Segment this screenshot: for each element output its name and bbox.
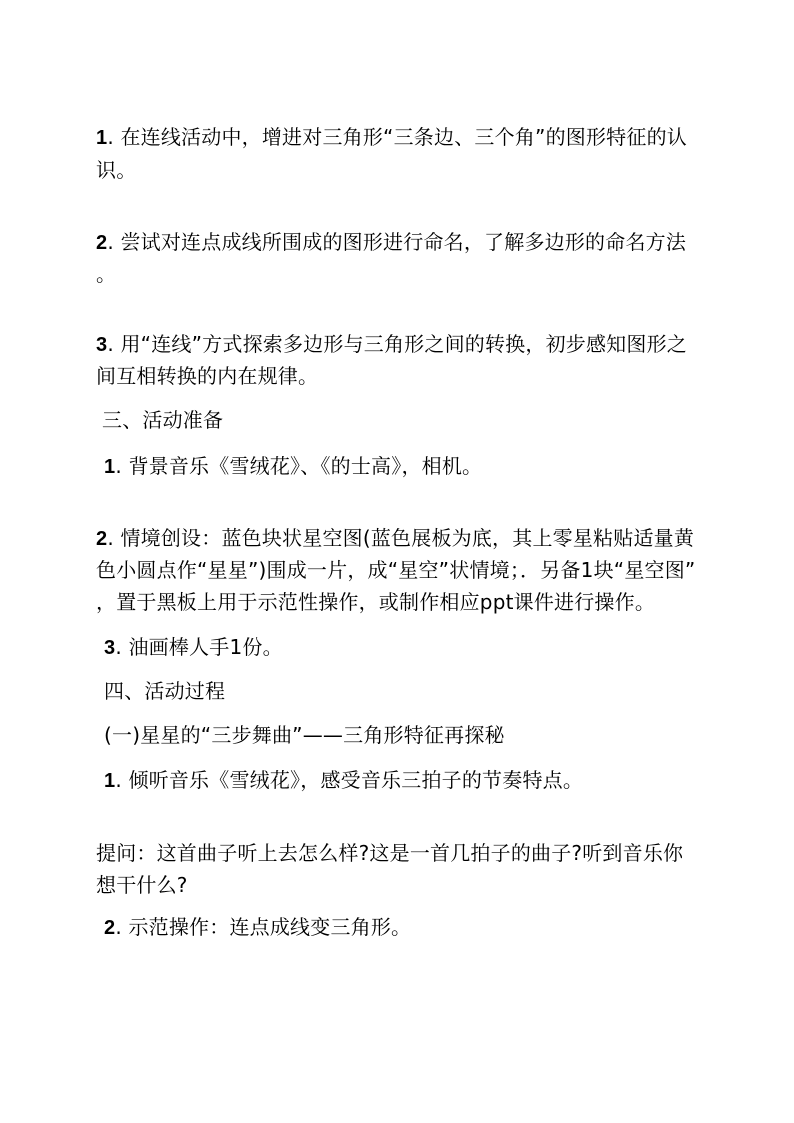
goal-2-number: 2 (96, 232, 108, 254)
prep-3-text: . 油画棒人手1份。 (115, 635, 283, 659)
goal-2-line-2: 。 (96, 262, 117, 286)
prep-3-number: 3 (104, 637, 116, 659)
goal-2-line-1 (96, 227, 686, 258)
prep-item-3 (104, 632, 283, 663)
prep-item-2-line-3: ，置于黑板上用于示范性操作，或制作相应ppt课件进行操作。 (96, 590, 656, 614)
prep-item-2-line-1 (96, 523, 694, 554)
prep-2-text: . 情境创设：蓝色块状星空图(蓝色展板为底，其上零星粘贴适量黄 (107, 526, 695, 550)
goal-3-line-2: 间互相转换的内在规律。 (96, 364, 319, 388)
goal-3-text: . 用“连线”方式探索多边形与三角形之间的转换，初步感知图形之 (107, 332, 687, 356)
prep-1-text: . 背景音乐《雪绒花》、《的士高》，相机。 (115, 454, 483, 478)
prep-item-1 (104, 451, 482, 482)
goal-2-text: . 尝试对连点成线所围成的图形进行命名，了解多边形的命名方法 (107, 230, 687, 254)
step-2-number: 2 (104, 917, 116, 939)
prep-1-number: 1 (104, 456, 116, 478)
step-1-text: . 倾听音乐《雪绒花》，感受音乐三拍子的节奏特点。 (115, 768, 584, 792)
question-line-2: 想干什么? (96, 873, 188, 897)
goal-1-number: 1 (96, 127, 108, 149)
prep-2-number: 2 (96, 528, 108, 550)
prep-item-2-line-2: 色小圆点作“星星”)围成一片，成“星空”状情境；．另备1块“星空图” (96, 558, 696, 582)
question-line-1: 提问：这首曲子听上去怎么样?这是一首几拍子的曲子?听到音乐你 (96, 841, 684, 865)
process-step-1 (104, 765, 583, 796)
section-heading-preparation: 三、活动准备 (102, 408, 224, 432)
section-heading-process: 四、活动过程 (104, 679, 226, 703)
subsection-heading-1: (一)星星的“三步舞曲”——三角形特征再探秘 (104, 723, 505, 747)
process-step-2 (104, 912, 411, 943)
goal-1-line-2: 识。 (96, 158, 137, 182)
step-2-text: . 示范操作：连点成线变三角形。 (115, 915, 412, 939)
goal-3-number: 3 (96, 334, 108, 356)
goal-1-line-1 (96, 122, 687, 153)
goal-3-line-1 (96, 329, 687, 360)
step-1-number: 1 (104, 770, 116, 792)
goal-1-text: . 在连线活动中，增进对三角形“三条边、三个角”的图形特征的认 (107, 125, 687, 149)
